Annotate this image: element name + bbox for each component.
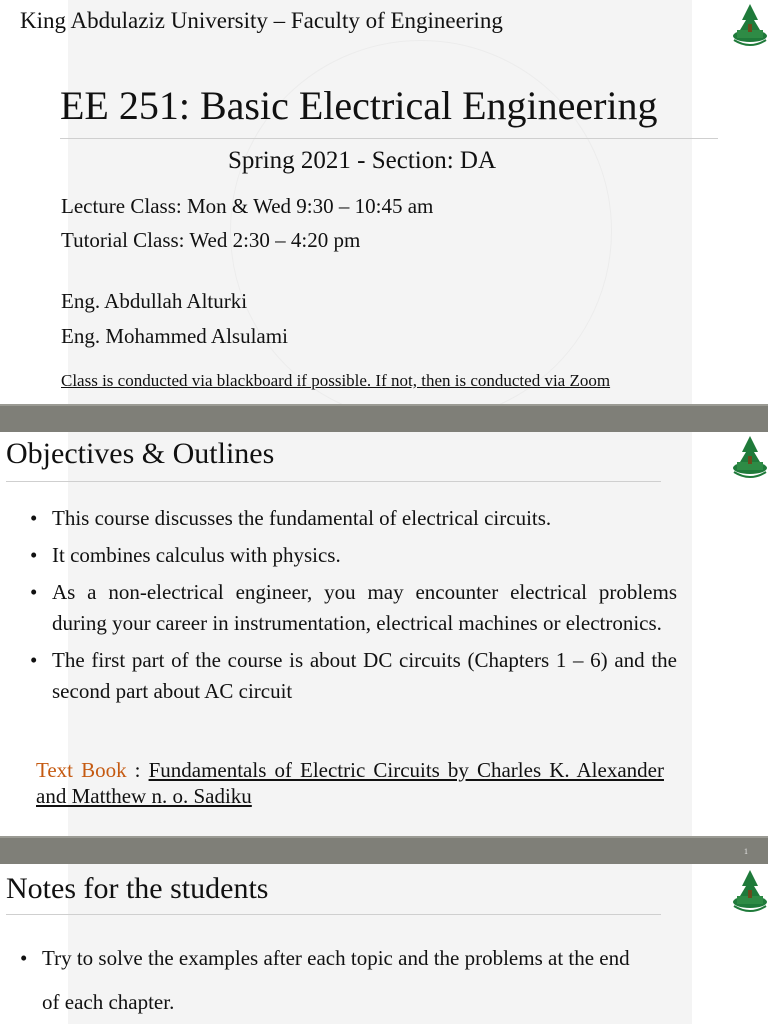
textbook-reference bbox=[36, 757, 664, 809]
list-item: • Try to solve the examples after each topic and the problems at the end of each chapter. bbox=[12, 936, 652, 1024]
textbook-title: Fundamentals of Electric Circuits by Charles K. Alexander and Matthew n. o. Sadiku bbox=[36, 758, 664, 808]
list-item: • The first part of the course is about DC circuits (Chapters 1 – 6) and the second part about AC circuit bbox=[22, 645, 677, 707]
objectives-list bbox=[22, 503, 677, 707]
page-number: 1 bbox=[744, 847, 748, 856]
delivery-note: Class is conducted via blackboard if possible. If not, then is conducted via Zoom bbox=[61, 371, 611, 390]
slide-1 bbox=[0, 0, 768, 404]
slide-3 bbox=[0, 864, 768, 1024]
university-logo-icon bbox=[728, 432, 768, 482]
lecture-schedule: Lecture Class: Mon & Wed 9:30 – 10:45 am bbox=[61, 194, 434, 218]
university-logo-icon bbox=[728, 0, 768, 50]
slide-separator bbox=[0, 836, 768, 864]
textbook-label: Text Book bbox=[36, 758, 127, 782]
slide-title: Objectives & Outlines bbox=[6, 437, 275, 470]
slide-2 bbox=[0, 432, 768, 836]
list-item: • This course discusses the fundamental of electrical circuits. bbox=[22, 503, 677, 534]
term-section: Spring 2021 - Section: DA bbox=[228, 147, 497, 174]
notes-list bbox=[12, 936, 652, 1024]
title-underline bbox=[60, 138, 718, 139]
slide-title: Notes for the students bbox=[6, 872, 269, 905]
list-item: • It combines calculus with physics. bbox=[22, 540, 677, 571]
textbook-separator: : bbox=[126, 758, 149, 782]
tutorial-schedule: Tutorial Class: Wed 2:30 – 4:20 pm bbox=[61, 228, 361, 252]
university-header: King Abdulaziz University – Faculty of Engineering bbox=[20, 8, 503, 33]
list-item: • As a non-electrical engineer, you may encounter electrical problems during your career in instrumentation, electrical machines or electronics. bbox=[22, 577, 677, 639]
title-underline bbox=[6, 914, 661, 915]
title-underline bbox=[6, 481, 661, 482]
slide-separator bbox=[0, 404, 768, 432]
instructor-name: Eng. Mohammed Alsulami bbox=[61, 324, 288, 348]
university-logo-icon bbox=[728, 866, 768, 916]
course-title: EE 251: Basic Electrical Engineering bbox=[60, 83, 658, 128]
instructor-name: Eng. Abdullah Alturki bbox=[61, 289, 248, 313]
